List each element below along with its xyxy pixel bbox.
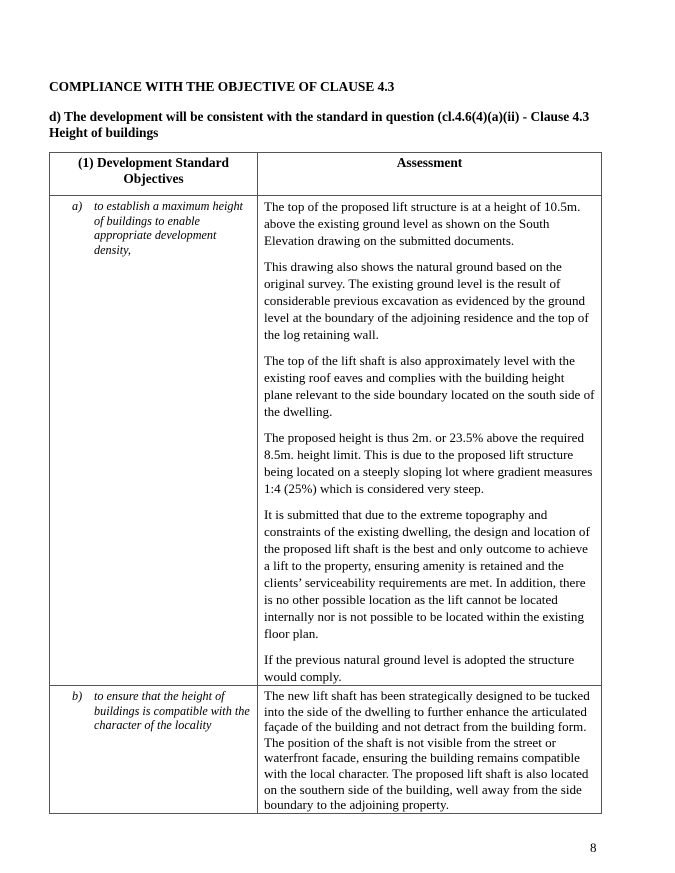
- assessment-cell: [258, 196, 602, 686]
- assessment-paragraph: The new lift shaft has been strategically designed to be tucked into the side of the dwelling to further enhance the articulated façade of the building and not detract from the building form. The position of the shaft is not visible from the street or waterfront facade, ensuring the building remains compatible with the local character. The proposed lift shaft is also located on the southern side of the building, well away from the side boundary to the adjoining property.: [264, 688, 590, 813]
- assessment-paragraph: If the previous natural ground level is adopted the structure would comply.: [264, 652, 575, 684]
- assessment-paragraph: The top of the lift shaft is also approximately level with the existing roof eaves and complies with the building height plane relevant to the side boundary located on the south side of the dwelling.: [264, 353, 595, 419]
- assessment-cell: [258, 686, 602, 814]
- header-assessment: Assessment: [258, 153, 602, 196]
- section-heading: COMPLIANCE WITH THE OBJECTIVE OF CLAUSE 4.3: [49, 79, 395, 94]
- compliance-table: [49, 152, 602, 814]
- assessment-paragraph: The top of the proposed lift structure is at a height of 10.5m. above the existing ground level as shown on the South Elevation drawing on the submitted documents.: [264, 199, 581, 248]
- header-objectives: (1) Development Standard Objectives: [50, 153, 258, 196]
- assessment-paragraph: The proposed height is thus 2m. or 23.5% above the required 8.5m. height limit. This is due to the proposed lift structure being located on a steeply sloping lot where gradient measures 1:4 (25%) which is considered very steep.: [264, 430, 593, 496]
- subsection-heading: d) The development will be consistent with the standard in question (cl.4.6(4)(a)(ii) - Clause 4.3 Height of buildings: [49, 109, 590, 140]
- objective-label: a): [72, 199, 83, 213]
- objective-text: to establish a maximum height of buildings to enable appropriate development density,: [94, 199, 243, 257]
- objective-label: b): [72, 689, 83, 703]
- objective-text: to ensure that the height of buildings is compatible with the character of the locality: [94, 689, 250, 732]
- table-header-row: [50, 153, 602, 196]
- table-row: [50, 196, 602, 686]
- table-row: [50, 686, 602, 814]
- assessment-paragraph: It is submitted that due to the extreme topography and constraints of the existing dwelling, the design and location of the proposed lift shaft is the best and only outcome to achieve a lift to the property, ensuring amenity is retained and the clients’ serviceability requirements are met. In addition, there is no other possible location as the lift cannot be located internally nor is not possible to be located within the existing floor plan.: [264, 507, 590, 641]
- objective-cell: [50, 686, 258, 814]
- objective-cell: [50, 196, 258, 686]
- assessment-paragraph: This drawing also shows the natural ground based on the original survey. The existing ground level is the result of considerable previous excavation as evidenced by the ground level at the boundary of the adjoining residence and the top of the log retaining wall.: [264, 259, 589, 342]
- page-number: 8: [590, 840, 597, 855]
